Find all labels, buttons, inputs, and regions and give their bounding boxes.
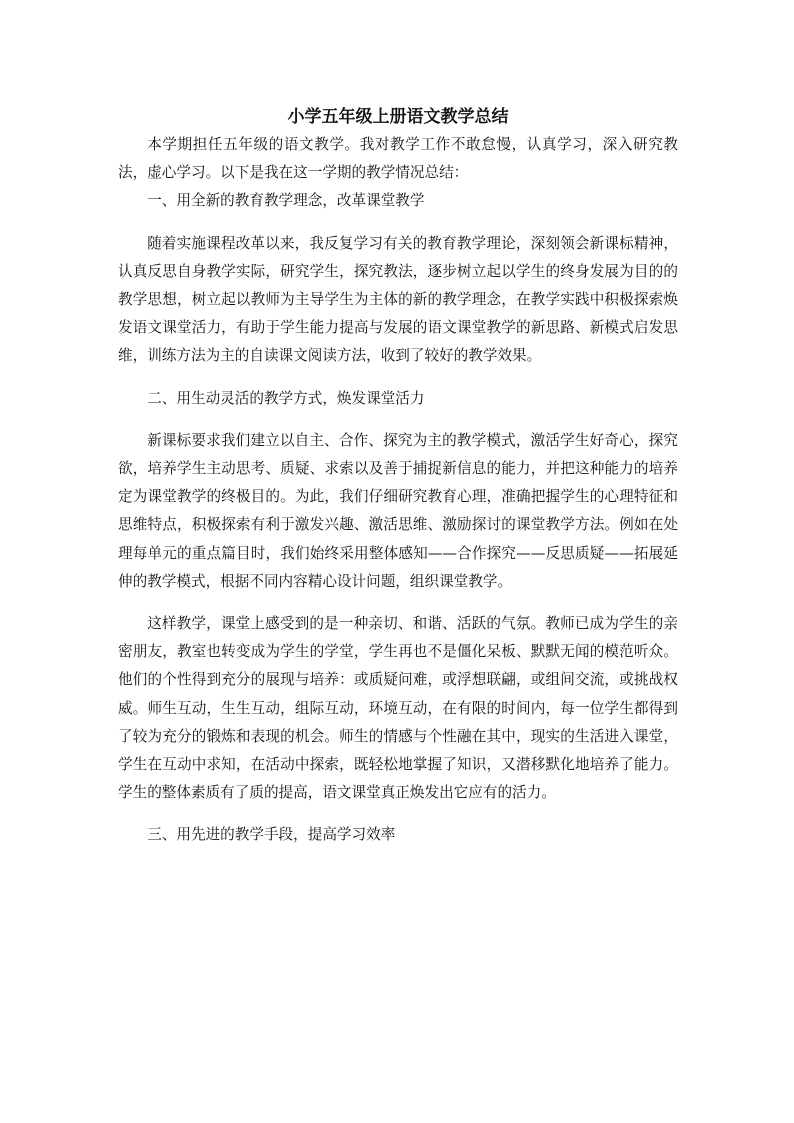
document-page [118, 103, 678, 850]
spacer [118, 216, 678, 230]
spacer [118, 413, 678, 427]
section1-paragraph: 随着实施课程改革以来，我反复学习有关的教育教学理论，深刻领会新课标精神，认真反思自身教学实际，研究学生，探究教法，逐步树立起以学生的终身发展为目的的教学思想，树立起以教师为主导学生为主体的新的教学理念，在教学实践中积极探索焕发语文课堂活力，有助于学生能力提高与发展的语文课堂教学的新思路、新模式启发思维，训练方法为主的自读课文阅读方法，收到了较好的教学效果。 [118, 234, 678, 365]
section2-paragraph-1: 新课标要求我们建立以自主、合作、探究为主的教学模式，激活学生好奇心，探究欲，培养学生主动思考、质疑、求索以及善于捕捉新信息的能力，并把这种能力的培养定为课堂教学的终极目的。为此，我们仔细研究教育心理，准确把握学生的心理特征和思维特点，积极探索有利于激发兴趣、激活思维、激励探讨的课堂教学方法。例如在处理每单元的重点篇目时，我们始终采用整体感知——合作探究——反思质疑——拓展延伸的教学模式，根据不同内容精心设计问题，组织课堂教学。 [118, 431, 678, 590]
section2-heading: 二、用生动灵活的教学方式，焕发课堂活力 [147, 389, 425, 407]
spacer [118, 807, 678, 821]
spacer [118, 371, 678, 385]
section1-heading: 一、用全新的教育教学理念，改革课堂教学 [147, 192, 425, 210]
document-title: 小学五年级上册语文教学总结 [287, 107, 509, 127]
intro-paragraph: 本学期担任五年级的语文教学。我对教学工作不敢怠慢，认真学习，深入研究教法，虚心学习。以下是我在这一学期的教学情况总结： [118, 136, 678, 182]
spacer [118, 596, 678, 610]
section2-paragraph-2: 这样教学，课堂上感受到的是一种亲切、和谐、活跃的气氛。教师已成为学生的亲密朋友，教室也转变成为学生的学堂，学生再也不是僵化呆板、默默无闻的模范听众。他们的个性得到充分的展现与培养：或质疑问难，或浮想联翩，或组间交流，或挑战权威。师生互动，生生互动，组际互动，环境互动，在有限的时间内，每一位学生都得到了较为充分的锻炼和表现的机会。师生的情感与个性融在其中，现实的生活进入课堂，学生在互动中求知，在活动中探索，既轻松地掌握了知识，又潜移默化地培养了能力。学生的整体素质有了质的提高，语文课堂真正焕发出它应有的活力。 [118, 615, 678, 802]
section3-heading: 三、用先进的教学手段，提高学习效率 [147, 826, 396, 844]
